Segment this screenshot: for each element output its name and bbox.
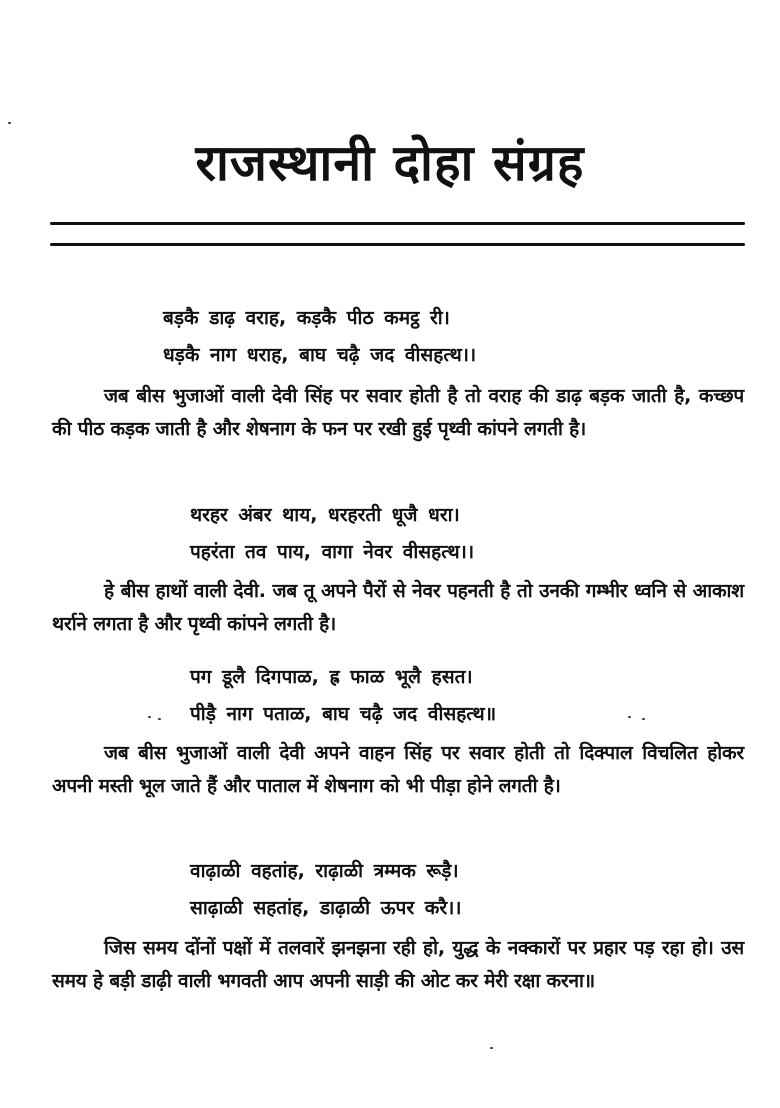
scan-speck bbox=[8, 122, 11, 124]
doha-line: वाढ़ाळी वहतांह, राढ़ाळी त्रम्मक रूड़ै। bbox=[190, 860, 459, 882]
title-divider-bottom bbox=[50, 243, 745, 246]
doha-meaning-1: जब बीस भुजाओं वाली देवी सिंह पर सवार होती है तो वराह की डाढ़ बड़क जाती है, कच्छप की पीठ कड़क जाती है और शेषनाग के फन पर रखी हुई पृथ्वी कांपने लगती है। bbox=[52, 385, 744, 440]
doha-line: पग डूलै दिगपाळ, ह्र फाळ भूलै हसत। bbox=[190, 666, 473, 688]
doha-verse-1 bbox=[163, 300, 476, 374]
doha-line: साढ़ाळी सहतांह, डाढ़ाळी ऊपर करै।। bbox=[190, 897, 462, 919]
doha-verse-3 bbox=[190, 659, 496, 733]
scan-speck bbox=[628, 716, 631, 718]
page-title: राजस्थानी दोहा संग्रह bbox=[195, 134, 585, 192]
scan-speck bbox=[490, 1047, 493, 1049]
doha-line: पीड़ै नाग पताळ, बाघ चढ़ै जद वीसहत्थ॥ bbox=[190, 703, 497, 725]
scan-speck bbox=[642, 718, 645, 720]
doha-line: थरहर अंबर थाय, धरहरती धूजै धरा। bbox=[190, 504, 460, 526]
scan-speck bbox=[158, 718, 161, 720]
title-divider-top bbox=[50, 222, 745, 225]
doha-verse-2 bbox=[190, 497, 474, 571]
doha-line: बड़कै डाढ़ वराह, कड़कै पीठ कमट्ठ री। bbox=[163, 307, 450, 329]
doha-meaning-3: जब बीस भुजाओं वाली देवी अपने वाहन सिंह पर सवार होती तो दिक्पाल विचलित होकर अपनी मस्ती भूल जाते हैं और पाताल में शेषनाग को भी पीड़ा होने लगती है। bbox=[52, 742, 744, 797]
doha-meaning-2: हे बीस हाथों वाली देवी. जब तू अपने पैरों से नेवर पहनती है तो उनकी गम्भीर ध्वनि से आकाश थर्राने लगता है और पृथ्वी कांपने लगती है। bbox=[52, 580, 744, 635]
doha-line: पहरंता तव पाय, वागा नेवर वीसहत्थ।। bbox=[190, 541, 475, 563]
scan-speck bbox=[148, 716, 151, 718]
doha-line: धड़कै नाग धराह, बाघ चढ़ै जद वीसहत्थ।। bbox=[163, 344, 477, 366]
doha-meaning-4: जिस समय दोंनों पक्षों में तलवारें झनझना रही हो, युद्ध के नक्कारों पर प्रहार पड़ रहा हो। उस समय हे बड़ी डाढ़ी वाली भगवती आप अपनी साड़ी की ओट कर मेरी रक्षा करना॥ bbox=[52, 937, 744, 992]
doha-verse-4 bbox=[190, 853, 462, 927]
